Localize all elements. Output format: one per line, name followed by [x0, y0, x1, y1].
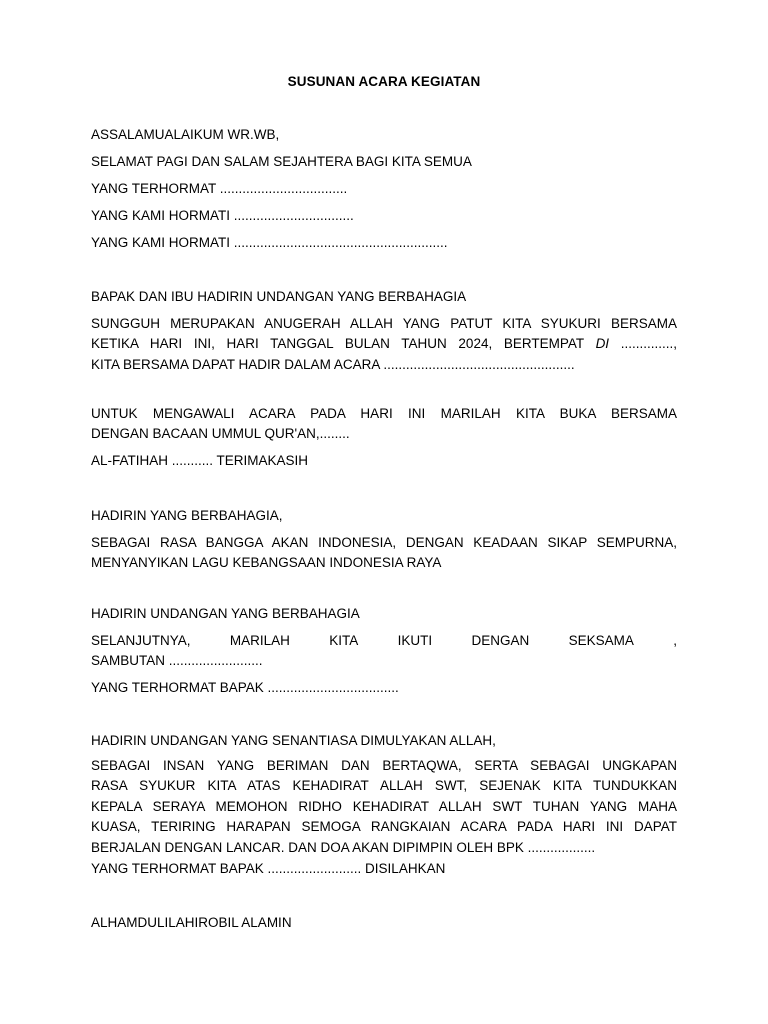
paragraph-line: MENYANYIKAN LAGU KEBANGSAAN INDONESIA RAYA: [91, 555, 442, 571]
word: KITA: [329, 633, 359, 648]
paragraph-line: SEBAGAI RASA BANGGA AKAN INDONESIA, DENGAN KEADAAN SIKAP SEMPURNA,: [91, 535, 677, 550]
closing-line: ALHAMDULILAHIROBIL ALAMIN: [91, 915, 292, 930]
paragraph-line: [91, 334, 677, 354]
paragraph-line: SAMBUTAN .........................: [91, 653, 263, 669]
text-line: AL-FATIHAH ........... TERIMAKASIH: [91, 453, 309, 468]
paragraph: [91, 404, 677, 445]
word: SELANJUTNYA,: [91, 633, 191, 648]
paragraph-line: BERJALAN DENGAN LANCAR. DAN DOA AKAN DIPIMPIN OLEH BPK ..................: [91, 839, 596, 855]
greeting-line: ASSALAMUALAIKUM WR.WB,: [91, 127, 280, 142]
greeting-line: YANG KAMI HORMATI ................................: [91, 208, 354, 223]
paragraph: [91, 631, 677, 672]
paragraph-line: UNTUK MENGAWALI ACARA PADA HARI INI MARILAH KITA BUKA BERSAMA: [91, 406, 677, 421]
paragraph: [91, 314, 677, 375]
word: SEKSAMA: [568, 633, 634, 648]
word: MARILAH: [229, 633, 290, 648]
italic-text: DI: [595, 336, 610, 352]
section-heading: HADIRIN YANG BERBAHAGIA,: [91, 508, 283, 523]
paragraph-line: KEPALA SERAYA MEMOHON RIDHO KEHADIRAT ALLAH SWT TUHAN YANG MAHA: [91, 798, 677, 814]
paragraph-line: RASA SYUKUR KITA ATAS KEHADIRAT ALLAH SWT, SEJENAK KITA TUNDUKKAN: [91, 778, 677, 794]
section-heading: HADIRIN UNDANGAN YANG BERBAHAGIA: [91, 606, 360, 621]
word: IKUTI: [397, 633, 433, 648]
section-heading: BAPAK DAN IBU HADIRIN UNDANGAN YANG BERBAHAGIA: [91, 289, 467, 304]
paragraph-text: ..............,: [620, 336, 677, 352]
paragraph: [91, 756, 677, 858]
greeting-line: SELAMAT PAGI DAN SALAM SEJAHTERA BAGI KITA SEMUA: [91, 154, 472, 169]
text-line: YANG TERHORMAT BAPAK ...................................: [91, 680, 399, 695]
document-title: SUSUNAN ACARA KEGIATAN: [287, 74, 481, 89]
word: DENGAN: [471, 633, 530, 648]
text-line: YANG TERHORMAT BAPAK ......................... DISILAHKAN: [91, 861, 446, 876]
paragraph-line: SUNGGUH MERUPAKAN ANUGERAH ALLAH YANG PATUT KITA SYUKURI BERSAMA: [91, 316, 677, 331]
paragraph-line: DENGAN BACAAN UMMUL QUR'AN,........: [91, 426, 350, 442]
section-heading: HADIRIN UNDANGAN YANG SENANTIASA DIMULYAKAN ALLAH,: [91, 733, 496, 748]
greeting-line: YANG TERHORMAT ..................................: [91, 181, 348, 196]
paragraph-line: [91, 631, 677, 651]
word: ,: [673, 633, 677, 648]
paragraph: [91, 533, 677, 574]
paragraph-line: SEBAGAI INSAN YANG BERIMAN DAN BERTAQWA, SERTA SEBAGAI UNGKAPAN: [91, 758, 677, 773]
paragraph-line: KITA BERSAMA DAPAT HADIR DALAM ACARA ...................................................: [91, 356, 575, 372]
greeting-line: YANG KAMI HORMATI .........................................................: [91, 235, 448, 250]
paragraph-line: KUASA, TERIRING HARAPAN SEMOGA RANGKAIAN ACARA PADA HARI INI DAPAT: [91, 819, 677, 835]
paragraph-text: KETIKA HARI INI, HARI TANGGAL BULAN TAHUN 2024, BERTEMPAT: [91, 336, 584, 352]
